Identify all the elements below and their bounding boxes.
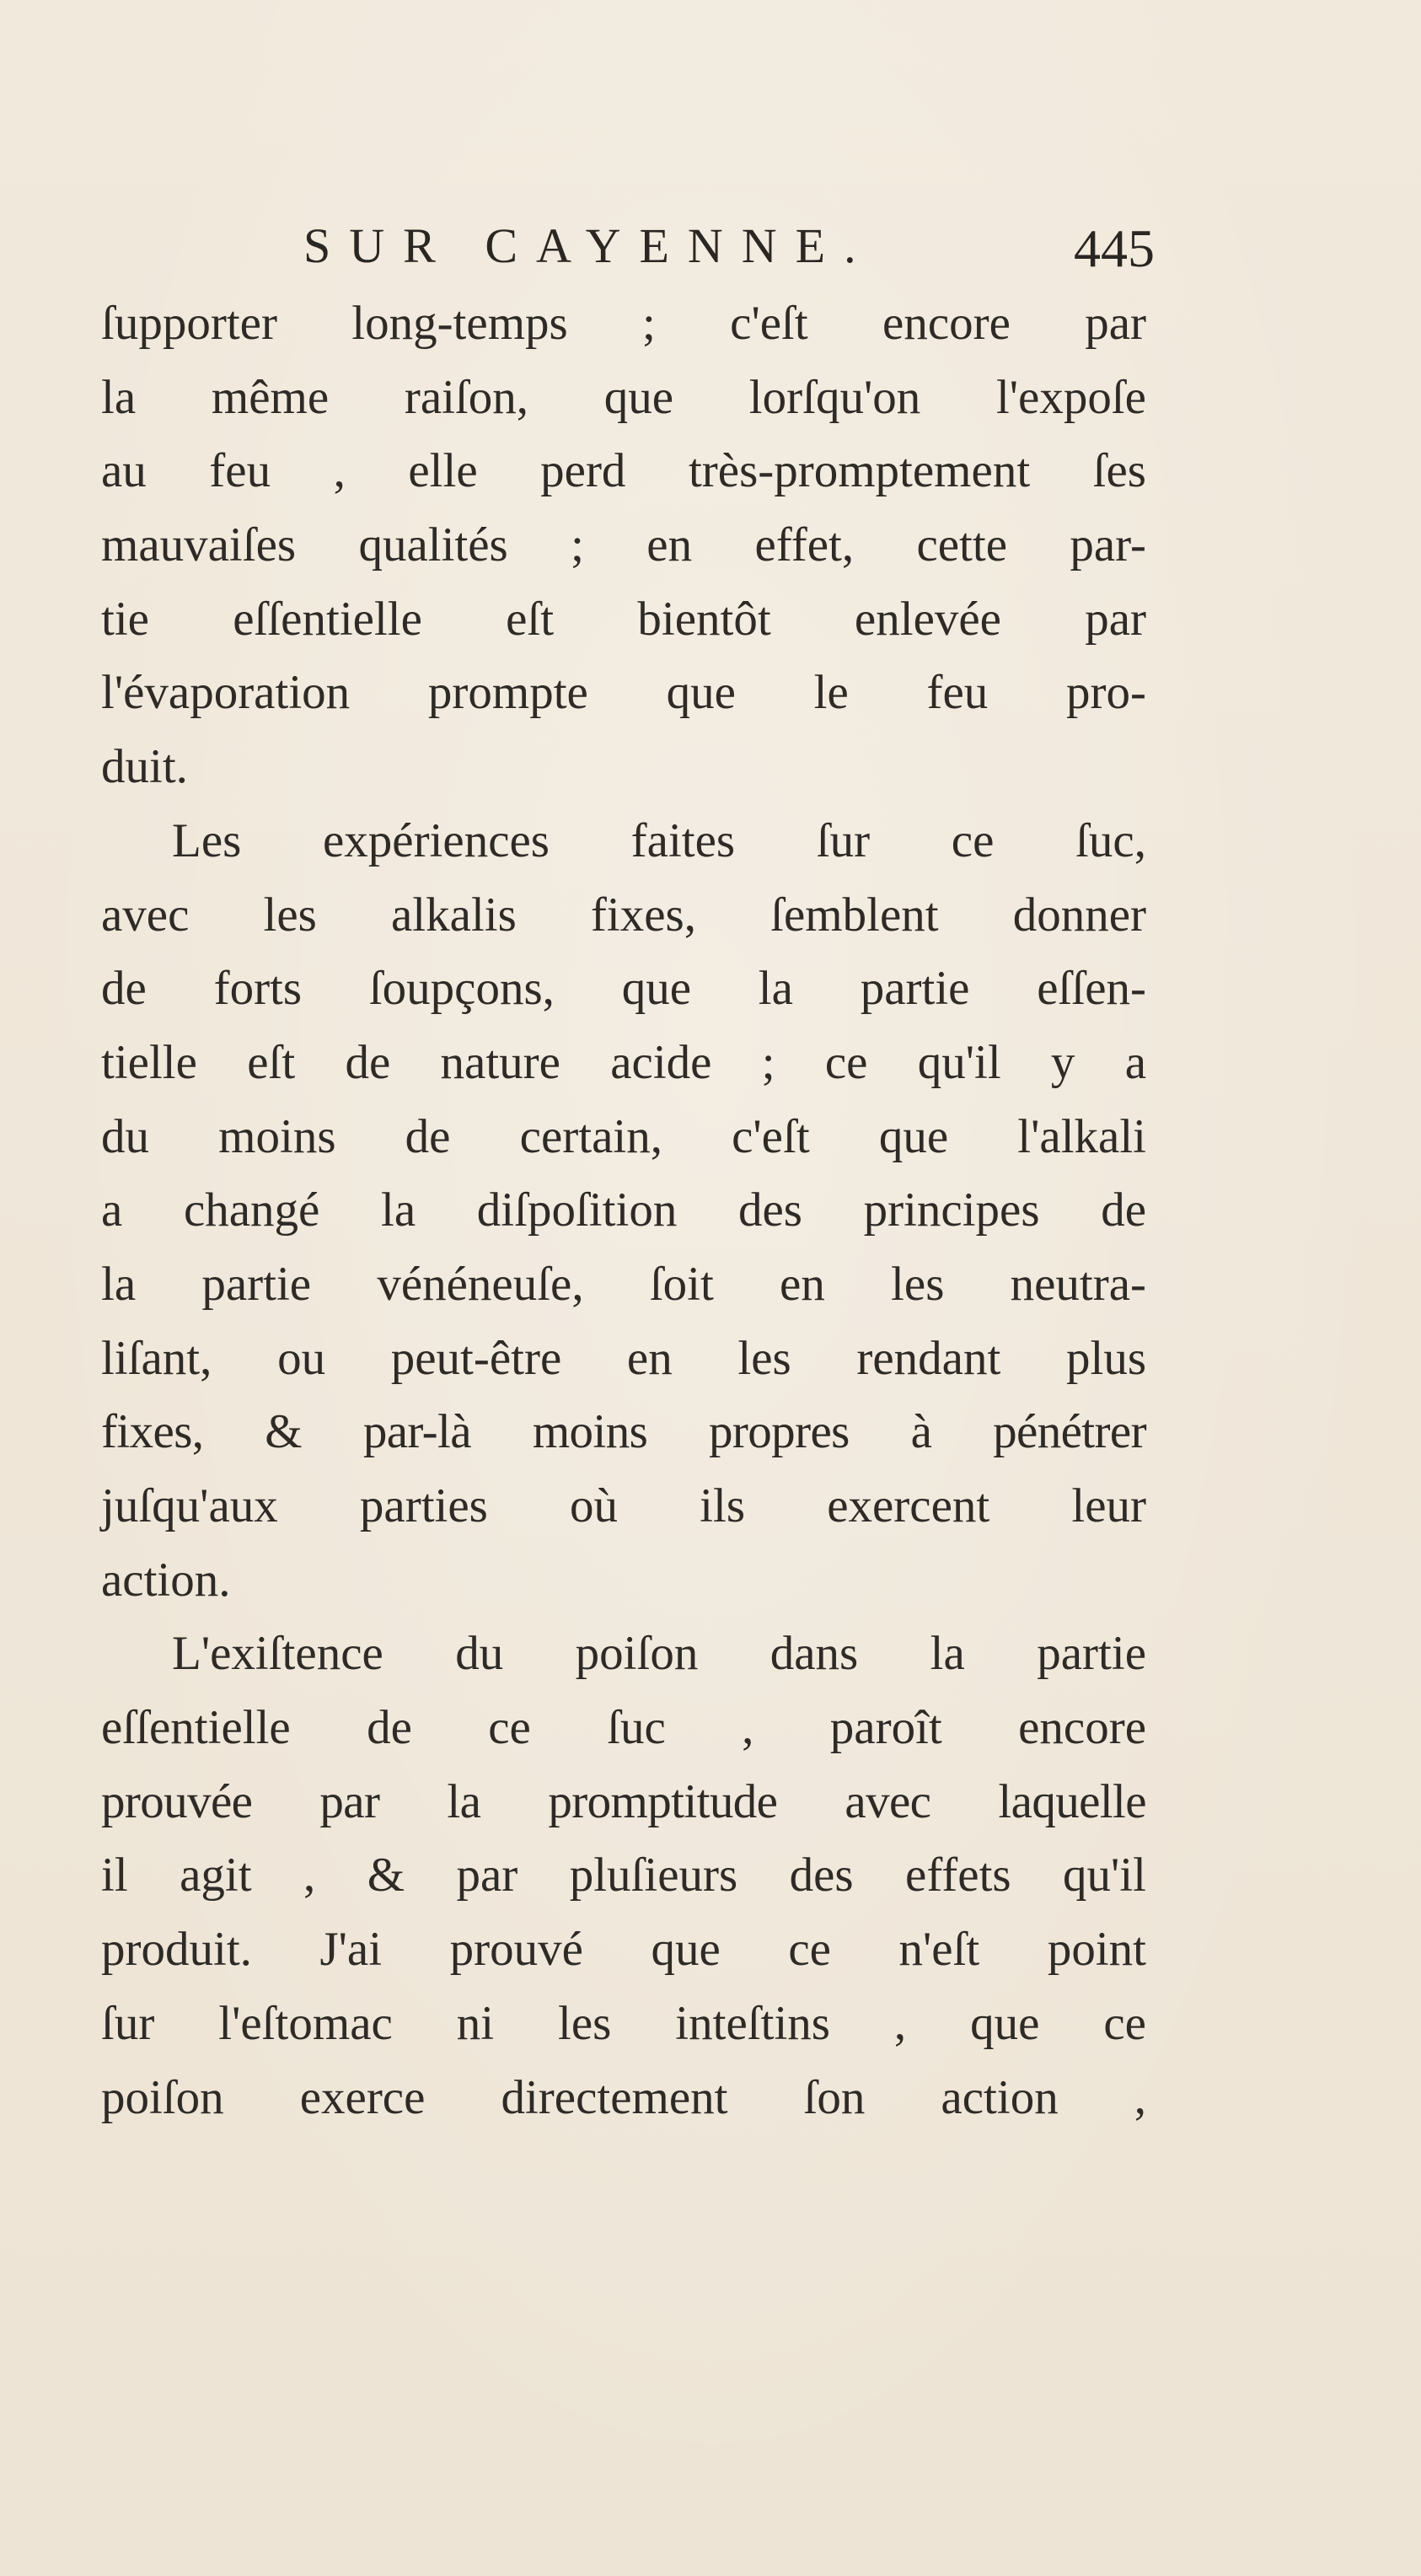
text-line: tielle eſt de nature acide ; ce qu'il y a bbox=[101, 1035, 1146, 1089]
text-line: la même raiſon, que lorſqu'on l'expoſe bbox=[101, 370, 1146, 424]
text-line: fixes, & par-là moins propres à pénétrer bbox=[101, 1405, 1146, 1459]
running-title: SUR CAYENNE. bbox=[303, 218, 875, 273]
paragraph-end-line: action. bbox=[101, 1553, 231, 1607]
text-line: prouvée par la promptitude avec laquelle bbox=[101, 1774, 1146, 1828]
text-line: avec les alkalis fixes, ſemblent donner bbox=[101, 888, 1146, 942]
paragraph-start-line: L'exiſtence du poiſon dans la partie bbox=[172, 1627, 1146, 1681]
text-line: juſqu'aux parties où ils exercent leur bbox=[101, 1479, 1146, 1532]
text-line: du moins de certain, c'eſt que l'alkali bbox=[101, 1109, 1146, 1163]
text-line: mauvaiſes qualités ; en effet, cette par- bbox=[101, 518, 1146, 572]
running-head bbox=[303, 217, 1155, 276]
text-line: il agit , & par pluſieurs des effets qu'il bbox=[101, 1849, 1146, 1902]
text-line: tie eſſentielle eſt bientôt enlevée par bbox=[101, 592, 1146, 646]
body-text bbox=[101, 287, 1146, 2134]
text-line: ſur l'eſtomac ni les inteſtins , que ce bbox=[101, 1996, 1146, 2050]
text-line: de forts ſoupçons, que la partie eſſen- bbox=[101, 962, 1146, 1016]
text-line: produit. J'ai prouvé que ce n'eſt point bbox=[101, 1923, 1146, 1977]
text-line: ſupporter long-temps ; c'eſt encore par bbox=[101, 297, 1146, 350]
text-line: poiſon exerce directement ſon action , bbox=[101, 2070, 1146, 2124]
text-line: liſant, ou peut-être en les rendant plus bbox=[101, 1331, 1146, 1385]
paragraph-start-line: Les expériences faites ſur ce ſuc, bbox=[172, 813, 1146, 867]
text-line: la partie vénéneuſe, ſoit en les neutra- bbox=[101, 1257, 1146, 1311]
page-number: 445 bbox=[1074, 218, 1155, 278]
text-line: au feu , elle perd très-promptement ſes bbox=[101, 444, 1146, 498]
paragraph-end-line: duit. bbox=[101, 740, 188, 794]
text-line: a changé la diſpoſition des principes de bbox=[101, 1183, 1146, 1237]
text-line: eſſentielle de ce ſuc , paroît encore bbox=[101, 1701, 1146, 1755]
text-line: l'évaporation prompte que le feu pro- bbox=[101, 666, 1146, 720]
